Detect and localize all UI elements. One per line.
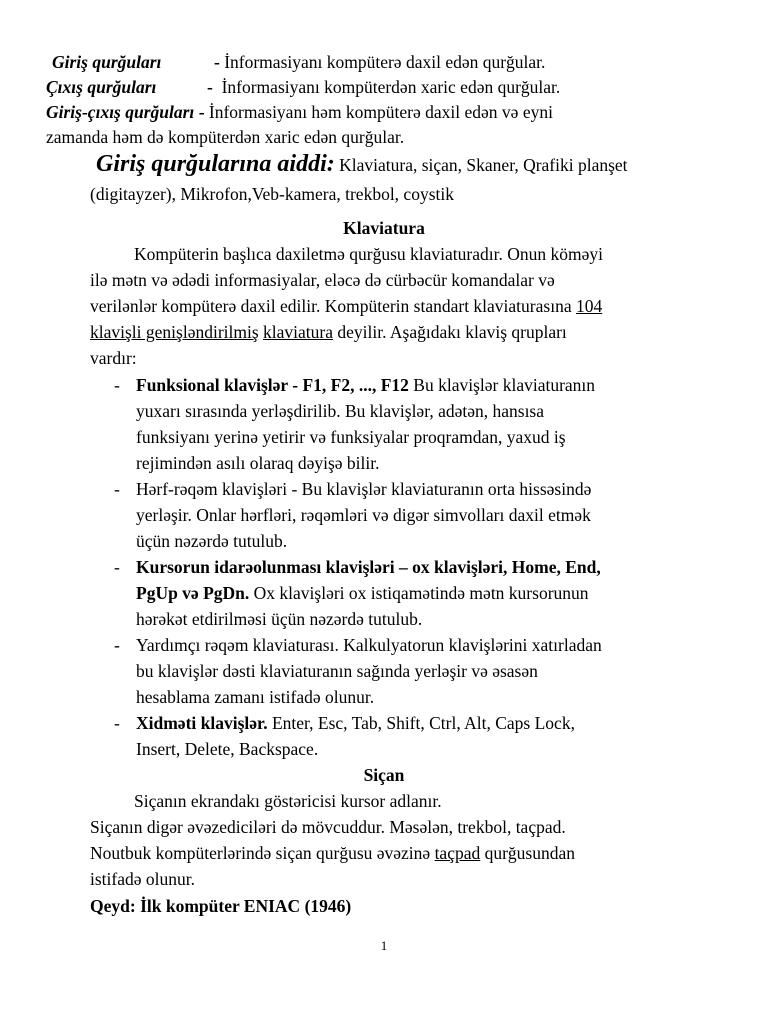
mouse-paragraph-line1: Siçanın ekrandakı göstəricisi kursor adlanır. (134, 791, 442, 811)
output-devices-definition (46, 74, 156, 100)
input-definition-text: - İnformasiyanı kompüterə daxil edən qurğular. (214, 52, 546, 72)
list-item-text: yerləşir. Onlar hərfləri, rəqəmləri və digər simvolları daxil etmək (136, 505, 591, 525)
list-item-text: yuxarı sırasında yerləşdirilib. Bu klavişlər, adətən, hansısa (136, 401, 545, 421)
term-input-devices: Giriş qurğuları (52, 52, 162, 72)
underlined-104: 104 (575, 296, 603, 316)
mouse-paragraph-line2: Siçanın digər əvəzediciləri də mövcuddur. Məsələn, trekbol, taçpad. (90, 817, 566, 837)
io-definition-line2: zamanda həm də kompüterdən xaric edən qurğular. (46, 127, 405, 147)
term-output-devices: Çıxış qurğuları (46, 77, 157, 97)
keyboard-paragraph-line5: vardır: (90, 348, 137, 368)
list-item-text: funksiyanı yerinə yetirir və funksiyalar proqramdan, yaxud iş (136, 427, 566, 447)
keyboard-paragraph-line3: verilənlər kompüterə daxil edilir. Kompüterin standart klaviaturasına 104 (90, 296, 603, 316)
list-item-text: hesablama zamanı istifadə olunur. (136, 687, 375, 707)
input-devices-list: Giriş qurğularına aiddi: Klaviatura, siçan, Skaner, Qrafiki planşet (96, 151, 628, 177)
underlined-touchpad: taçpad (434, 843, 481, 863)
output-definition-text: - İnformasiyanı kompüterdən xaric edən qurğular. (207, 77, 561, 97)
list-item-text: üçün nəzərdə tutulub. (136, 531, 288, 551)
page-number: 1 (380, 938, 388, 953)
underlined-keyboard: klaviatura (263, 322, 334, 342)
list-item-text: rejimindən asılı olaraq dəyişə bilir. (136, 453, 380, 473)
list-item-function-keys: Funksional klavişlər - F1, F2, ..., F12 Bu klavişlər klaviaturanın (136, 375, 596, 395)
keyboard-paragraph-line1: Kompüterin başlıca daxiletmə qurğusu klaviaturadır. Onun köməyi (134, 244, 603, 264)
list-item-numeric-keypad: Yardımçı rəqəm klaviaturası. Kalkulyatorun klavişlərini xatırladan (136, 635, 602, 655)
list-bullet: - (114, 479, 120, 499)
section-title-mouse: Siçan (363, 765, 405, 785)
input-devices-definition (52, 49, 161, 75)
mouse-paragraph-line4: istifadə olunur. (90, 869, 195, 889)
io-devices-definition: Giriş-çıxış qurğuları - İnformasiyanı həm kompüterə daxil edən və eyni (46, 102, 553, 122)
list-item-cursor-keys: Kursorun idarəolunması klavişləri – ox klavişləri, Home, End, (136, 557, 601, 577)
list-item-alphanumeric-keys: Hərf-rəqəm klavişləri - Bu klavişlər klaviaturanın orta hissəsində (136, 479, 592, 499)
keyboard-paragraph-line2: ilə mətn və ədədi informasiyalar, eləcə də cürbəcür komandalar və (90, 270, 555, 290)
list-bullet: - (114, 635, 120, 655)
underlined-extended-keys: klavişli genişləndirilmiş (90, 322, 259, 342)
input-devices-list-line2: (digitayzer), Mikrofon,Veb-kamera, trekbol, coystik (90, 184, 454, 204)
list-item-text: PgUp və PgDn. Ox klavişləri ox istiqamətində mətn kursorunun (136, 583, 589, 603)
mouse-paragraph-line3: Noutbuk kompüterlərində siçan qurğusu əvəzinə taçpad qurğusundan (90, 843, 576, 863)
list-item-text: hərəkət etdirilməsi üçün nəzərdə tutulub. (136, 609, 423, 629)
list-bullet: - (114, 375, 120, 395)
input-devices-heading: Giriş qurğularına aiddi: (96, 151, 335, 177)
term-io-devices: Giriş-çıxış qurğuları (46, 102, 195, 122)
note-first-computer: Qeyd: İlk kompüter ENIAC (1946) (90, 896, 352, 916)
section-title-keyboard: Klaviatura (343, 218, 425, 238)
list-item-text: bu klavişlər dəsti klaviaturanın sağında yerləşir və əsasən (136, 661, 538, 681)
list-bullet: - (114, 713, 120, 733)
list-bullet: - (114, 557, 120, 577)
list-item-text: Insert, Delete, Backspace. (136, 739, 319, 759)
keyboard-paragraph-line4: klavişli genişləndirilmiş klaviatura deyilir. Aşağıdakı klaviş qrupları (90, 322, 567, 342)
list-item-service-keys: Xidməti klavişlər. Enter, Esc, Tab, Shift, Ctrl, Alt, Caps Lock, (136, 713, 575, 733)
